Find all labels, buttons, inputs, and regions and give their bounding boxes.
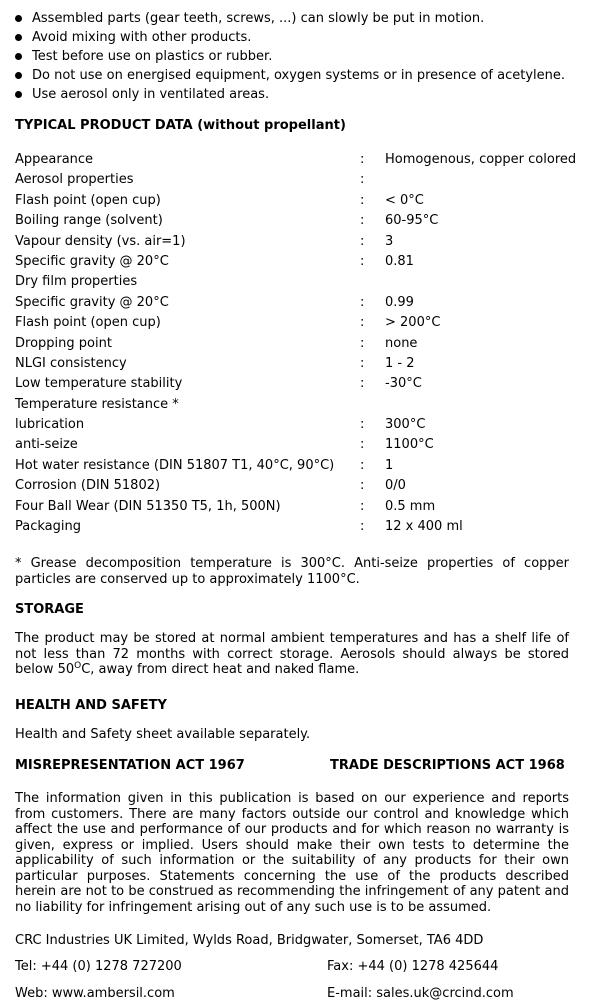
trade-descriptions-act-heading: TRADE DESCRIPTIONS ACT 1968 (330, 758, 565, 773)
product-data-value: 300°C (385, 417, 426, 433)
product-data-label: Packaging (15, 519, 81, 535)
product-data-label: Aerosol properties (15, 172, 134, 188)
product-data-value: Homogenous, copper colored (385, 152, 577, 167)
bullet-dot-icon (15, 91, 22, 98)
product-data-value: none (385, 335, 418, 351)
bullet-dot-icon (15, 34, 22, 41)
product-data-value: 1 - 2 (385, 355, 415, 371)
product-data-row (15, 456, 595, 476)
product-data-label: Boiling range (solvent) (15, 213, 163, 229)
product-data-value: 0.81 (385, 253, 414, 269)
bullet-dot-icon (15, 15, 22, 22)
product-data-row (15, 252, 595, 272)
health-safety-heading: HEALTH AND SAFETY (15, 698, 167, 713)
product-data-label: Low temperature stability (15, 376, 183, 392)
bullet-item: Do not use on energised equipment, oxygen systems or in presence of acetylene. (14, 66, 594, 85)
product-data-value: -30°C (385, 376, 422, 392)
product-data-table (15, 150, 595, 537)
product-data-colon: : (360, 457, 365, 473)
disclaimer-text: The information given in this publication is based on our experience and reports from customers. There are many factors outside our control and knowledge which affect the use and performance of our products and for which reason no warranty is given, express or implied. Users should make their own tests to determine the applicability of such information or the suitability of any products for their own particular purposes. Statements concerning the use of the products described herein are not to be construed as recommending the infringement of any patent and no liability for infringement arising out of any such use is to be assumed. (15, 791, 569, 915)
product-data-row (15, 517, 595, 537)
product-data-colon: : (360, 152, 365, 167)
product-data-row (15, 497, 595, 517)
product-data-label: lubrication (15, 417, 85, 433)
product-data-label: Flash point (open cup) (15, 192, 161, 208)
product-data-label: Vapour density (vs. air=1) (15, 233, 186, 249)
product-data-colon: : (360, 437, 365, 453)
website-link[interactable]: Web: www.ambersil.com (15, 986, 175, 1001)
bullet-item: Use aerosol only in ventilated areas. (14, 85, 594, 104)
product-data-label: Specific gravity @ 20°C (15, 253, 169, 269)
product-data-value: 0.99 (385, 294, 414, 310)
product-data-row (15, 374, 595, 394)
product-data-colon: : (360, 315, 365, 331)
storage-heading: STORAGE (15, 602, 84, 617)
product-data-label: anti-seize (15, 437, 78, 453)
product-data-value: 3 (385, 233, 394, 249)
product-data-row (15, 232, 595, 252)
temperature-footnote: * Grease decomposition temperature is 300°C. Anti-seize properties of copper particles are conserved up to approximately 1100°C. (15, 556, 569, 587)
product-data-row (15, 415, 595, 435)
product-data-value: 1 (385, 457, 394, 473)
product-data-label: Dropping point (15, 335, 112, 351)
bullet-item: Avoid mixing with other products. (14, 28, 594, 47)
storage-text: The product may be stored at normal ambient temperatures and has a shelf life of not less than 72 months with correct storage. Aerosols should always be stored below $50^OC$, away from direct heat and naked flame. (15, 631, 569, 677)
product-data-label: Dry film properties (15, 274, 138, 290)
product-data-row (15, 334, 595, 354)
product-data-row (15, 313, 595, 333)
product-data-value: 60-95°C (385, 213, 439, 229)
product-data-value: 0.5 mm (385, 498, 436, 514)
product-data-colon: : (360, 355, 365, 371)
product-data-row (15, 211, 595, 231)
product-data-label: Temperature resistance * (15, 396, 179, 412)
product-data-colon: : (360, 417, 365, 433)
product-data-colon: : (360, 192, 365, 208)
product-data-row (15, 354, 595, 374)
company-address: CRC Industries UK Limited, Wylds Road, Bridgwater, Somerset, TA6 4DD (15, 933, 484, 948)
product-data-colon: : (360, 233, 365, 249)
product-data-value: < 0°C (385, 192, 424, 208)
product-data-label: Four Ball Wear (DIN 51350 T5, 1h, 500N) (15, 498, 281, 514)
product-data-colon: : (360, 213, 365, 229)
email-link[interactable]: E-mail: sales.uk@crcind.com (327, 986, 514, 1001)
product-data-label: Corrosion (DIN 51802) (15, 478, 161, 494)
bullet-item: Test before use on plastics or rubber. (14, 47, 594, 66)
bullet-item: Assembled parts (gear teeth, screws, ...) can slowly be put in motion. (14, 9, 594, 28)
product-data-label: Specific gravity @ 20°C (15, 294, 169, 310)
product-data-colon: : (360, 478, 365, 494)
typical-data-heading: TYPICAL PRODUCT DATA (without propellant) (15, 118, 346, 133)
bullet-dot-icon (15, 53, 22, 60)
product-data-row (15, 272, 595, 292)
product-data-colon: : (360, 253, 365, 269)
telephone: Tel: +44 (0) 1278 727200 (15, 959, 182, 974)
health-safety-text: Health and Safety sheet available separately. (15, 727, 311, 742)
misrepresentation-act-heading: MISREPRESENTATION ACT 1967 (15, 758, 245, 773)
product-data-colon: : (360, 519, 365, 535)
product-data-label: Flash point (open cup) (15, 315, 161, 331)
product-data-row (15, 476, 595, 496)
product-data-value: 12 x 400 ml (385, 519, 463, 535)
product-data-value: > 200°C (385, 315, 441, 331)
product-data-label: Hot water resistance (DIN 51807 T1, 40°C, 90°C) (15, 457, 335, 473)
product-data-label: Appearance (15, 152, 94, 167)
product-data-label: NLGI consistency (15, 355, 127, 371)
bullet-dot-icon (15, 72, 22, 79)
usage-bullet-list (14, 9, 594, 104)
product-data-row (15, 150, 595, 170)
product-data-colon: : (360, 376, 365, 392)
product-data-row (15, 191, 595, 211)
product-data-row (15, 395, 595, 415)
product-data-row (15, 170, 595, 190)
product-data-value: 1100°C (385, 437, 434, 453)
product-data-colon: : (360, 172, 365, 188)
product-data-value: 0/0 (385, 478, 406, 494)
product-data-row (15, 435, 595, 455)
fax: Fax: +44 (0) 1278 425644 (327, 959, 499, 974)
product-data-colon: : (360, 294, 365, 310)
product-data-row (15, 293, 595, 313)
product-data-colon: : (360, 498, 365, 514)
product-data-colon: : (360, 335, 365, 351)
